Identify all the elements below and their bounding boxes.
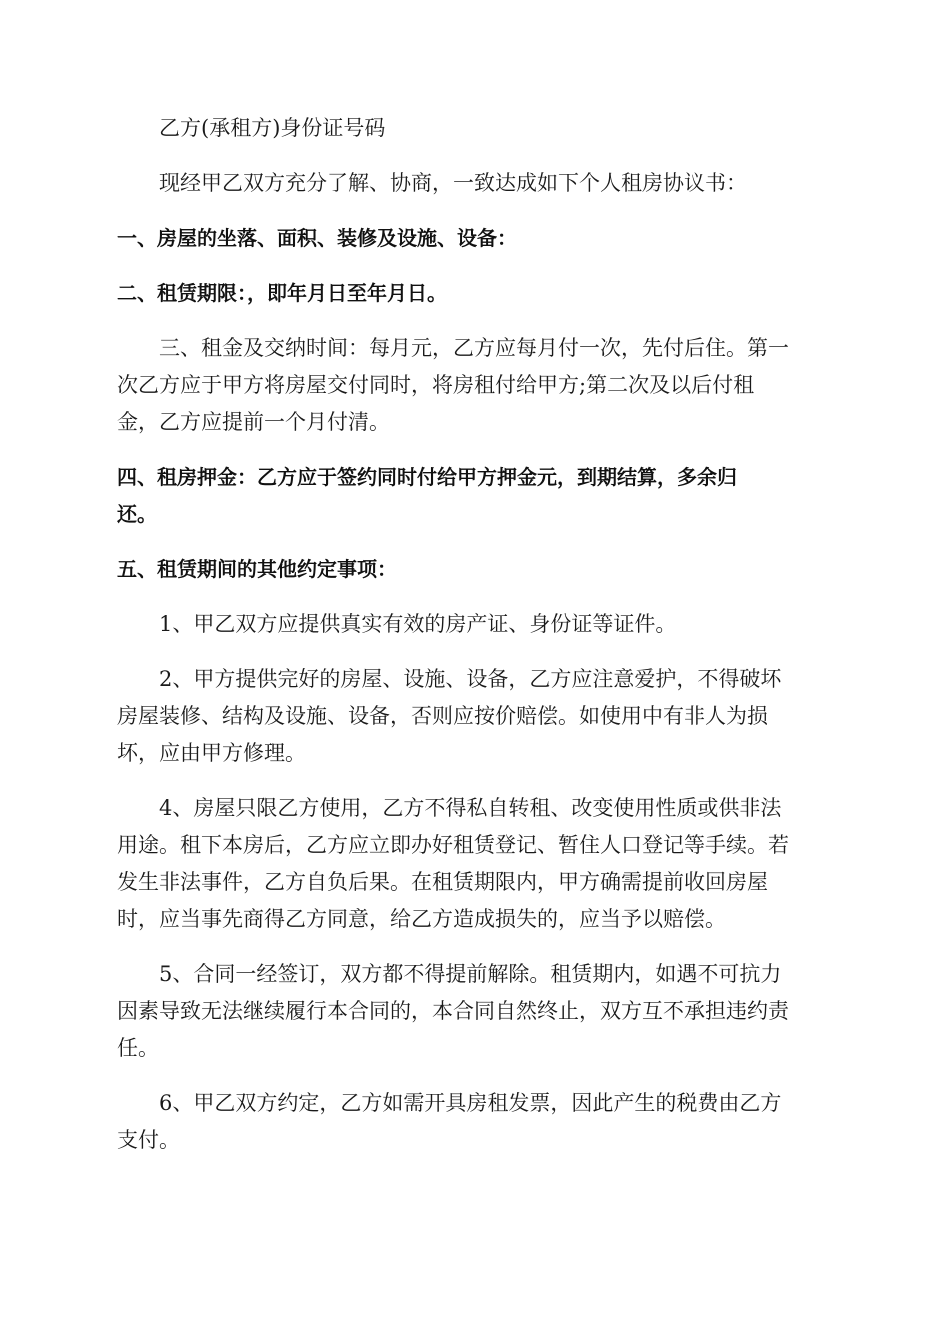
text-line: 4、房屋只限乙方使用，乙方不得私自转租、改变使用性质或供非法 xyxy=(159,796,782,820)
clause-6 xyxy=(117,1085,835,1159)
clause-2 xyxy=(117,661,835,772)
paragraph-agreement-intro: 现经甲乙双方充分了解、协商，一致达成如下个人租房协议书： xyxy=(159,171,747,195)
text-line: 发生非法事件，乙方自负后果。在租赁期限内，甲方确需提前收回房屋 xyxy=(117,870,768,894)
text-line: 房屋装修、结构及设施、设备，否则应按价赔偿。如使用中有非人为损 xyxy=(117,704,768,728)
text-line: 5、合同一经签订，双方都不得提前解除。租赁期内，如遇不可抗力 xyxy=(159,962,782,986)
heading-section-4-deposit xyxy=(117,459,835,533)
paragraph-section-3-rent xyxy=(117,330,835,441)
document-body xyxy=(117,110,835,1177)
text-line: 支付。 xyxy=(117,1128,180,1152)
text-line: 6、甲乙双方约定，乙方如需开具房租发票，因此产生的税费由乙方 xyxy=(159,1091,782,1115)
text-line: 用途。租下本房后，乙方应立即办好租赁登记、暂住人口登记等手续。若 xyxy=(117,833,789,857)
text-line: 2、甲方提供完好的房屋、设施、设备，乙方应注意爱护，不得破坏 xyxy=(159,667,782,691)
heading-section-5: 五、租赁期间的其他约定事项： xyxy=(117,557,397,581)
heading-section-2: 二、租赁期限：，即年月日至年月日。 xyxy=(117,281,447,305)
text-line: 金，乙方应提前一个月付清。 xyxy=(117,410,390,434)
clause-1: 1、甲乙双方应提供真实有效的房产证、身份证等证件。 xyxy=(159,612,677,636)
text-line: 任。 xyxy=(117,1036,159,1060)
text-line: 坏，应由甲方修理。 xyxy=(117,741,306,765)
paragraph-party-b-id: 乙方(承租方)身份证号码 xyxy=(159,116,386,140)
text-line: 次乙方应于甲方将房屋交付同时，将房租付给甲方;第二次及以后付租 xyxy=(117,373,755,397)
text-line: 四、租房押金：乙方应于签约同时付给甲方押金元，到期结算，多余归 xyxy=(117,465,737,489)
clause-5 xyxy=(117,956,835,1067)
heading-section-1: 一、房屋的坐落、面积、装修及设施、设备： xyxy=(117,226,517,250)
text-line: 因素导致无法继续履行本合同的，本合同自然终止，双方互不承担违约责 xyxy=(117,999,789,1023)
clause-4 xyxy=(117,790,835,938)
text-line: 还。 xyxy=(117,502,157,526)
text-line: 时，应当事先商得乙方同意，给乙方造成损失的，应当予以赔偿。 xyxy=(117,907,726,931)
text-line: 三、租金及交纳时间：每月元，乙方应每月付一次，先付后住。第一 xyxy=(159,336,789,360)
